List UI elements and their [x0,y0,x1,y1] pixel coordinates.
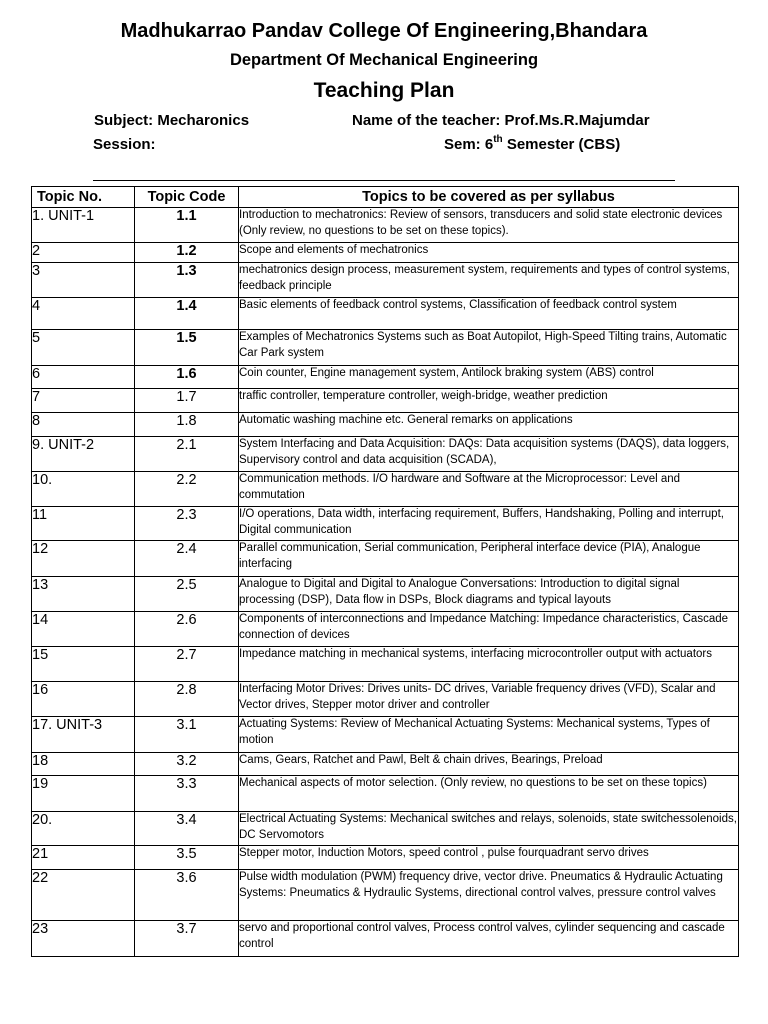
header-divider [93,180,675,181]
topic-code-cell: 2.2 [135,472,239,507]
topic-description-cell: Impedance matching in mechanical systems, interfacing microcontroller output with actuators [239,647,739,682]
topic-number-cell: 15 [32,647,135,682]
table-row [32,870,739,921]
topic-description-cell: Basic elements of feedback control systems, Classification of feedback control system [239,298,739,330]
topic-code-cell: 1.8 [135,413,239,437]
topic-code-cell: 2.3 [135,507,239,541]
topic-code-cell: 2.5 [135,577,239,612]
topic-description-cell: Stepper motor, Induction Motors, speed control , pulse fourquadrant servo drives [239,846,739,870]
column-header-topic-no: Topic No. [32,187,135,208]
topic-number-cell: 4 [32,298,135,330]
topic-code-cell: 2.4 [135,541,239,577]
table-header-row [32,187,739,208]
table-row [32,298,739,330]
topic-code-cell: 3.2 [135,753,239,776]
topic-code-cell: 2.1 [135,437,239,472]
topic-code-cell: 3.1 [135,717,239,753]
table-row [32,846,739,870]
topic-description-cell: Electrical Actuating Systems: Mechanical switches and relays, solenoids, state switchessolenoids, DC Servomotors [239,812,739,846]
topic-code-cell: 3.3 [135,776,239,812]
topic-code-cell: 3.7 [135,921,239,957]
table-row [32,389,739,413]
topic-number-cell: 5 [32,330,135,366]
table-row [32,647,739,682]
topic-number-cell: 16 [32,682,135,717]
topic-description-cell: Mechanical aspects of motor selection. (Only review, no questions to be set on these topics) [239,776,739,812]
table-row [32,717,739,753]
topic-code-cell: 1.6 [135,366,239,389]
topic-code-cell: 3.6 [135,870,239,921]
topic-code-cell: 1.4 [135,298,239,330]
topic-number-cell: 22 [32,870,135,921]
topic-code-cell: 1.2 [135,243,239,263]
teaching-plan-table [31,186,739,957]
table-row [32,812,739,846]
table-row [32,208,739,243]
teacher-label: Name of the teacher: Prof.Ms.R.Majumdar [352,112,650,129]
topic-number-cell: 20. [32,812,135,846]
semester-label [444,136,620,153]
topic-number-cell: 1. UNIT-1 [32,208,135,243]
topic-code-cell: 3.5 [135,846,239,870]
topic-description-cell: Analogue to Digital and Digital to Analogue Conversations: Introduction to digital signal processing (DSP), Data flow in DSPs, Block diagrams and typical layouts [239,577,739,612]
topic-description-cell: Actuating Systems: Review of Mechanical Actuating Systems: Mechanical systems, Types of motion [239,717,739,753]
table-row [32,753,739,776]
table-row [32,437,739,472]
document-title: Teaching Plan [313,79,455,102]
topic-number-cell: 9. UNIT-2 [32,437,135,472]
college-name: Madhukarrao Pandav College Of Engineering,Bhandara [120,20,648,42]
topic-code-cell: 2.6 [135,612,239,647]
table-row [32,612,739,647]
table-row [32,507,739,541]
semester-suffix: Semester (CBS) [502,136,621,153]
semester-prefix: Sem: 6 [444,136,494,153]
topic-description-cell: Coin counter, Engine management system, Antilock braking system (ABS) control [239,366,739,389]
topic-code-cell: 1.7 [135,389,239,413]
topic-description-cell: Interfacing Motor Drives: Drives units- DC drives, Variable frequency drives (VFD), Scalar and Vector drives, Stepper motor driver and controller [239,682,739,717]
topic-description-cell: Examples of Mechatronics Systems such as Boat Autopilot, High-Speed Tilting trains, Automatic Car Park system [239,330,739,366]
topic-number-cell: 17. UNIT-3 [32,717,135,753]
topic-description-cell: Automatic washing machine etc. General remarks on applications [239,413,739,437]
topic-code-cell: 2.7 [135,647,239,682]
topic-description-cell: Communication methods. I/O hardware and Software at the Microprocessor: Level and commutation [239,472,739,507]
semester-superscript: th [493,134,503,145]
table-row [32,366,739,389]
table-row [32,682,739,717]
topic-number-cell: 19 [32,776,135,812]
topic-code-cell: 2.8 [135,682,239,717]
topic-number-cell: 18 [32,753,135,776]
table-row [32,541,739,577]
topic-number-cell: 6 [32,366,135,389]
topic-description-cell: mechatronics design process, measurement system, requirements and types of control systems, feedback principle [239,263,739,298]
topic-description-cell: System Interfacing and Data Acquisition: DAQs: Data acquisition systems (DAQS), data loggers, Supervisory control and data acquisition (SCADA), [239,437,739,472]
table-body [32,208,739,957]
table-row [32,243,739,263]
session-label: Session: [93,136,156,153]
column-header-topic-code: Topic Code [135,187,239,208]
topic-number-cell: 13 [32,577,135,612]
topic-code-cell: 1.5 [135,330,239,366]
topic-description-cell: traffic controller, temperature controller, weigh-bridge, weather prediction [239,389,739,413]
table-row [32,776,739,812]
table-row [32,330,739,366]
topic-number-cell: 12 [32,541,135,577]
subject-label: Subject: Mecharonics [94,112,250,129]
topic-number-cell: 23 [32,921,135,957]
table-row [32,413,739,437]
topic-code-cell: 1.1 [135,208,239,243]
department-name: Department Of Mechanical Engineering [229,51,539,69]
topic-description-cell: Components of interconnections and Impedance Matching: Impedance characteristics, Cascade connection of devices [239,612,739,647]
topic-description-cell: Pulse width modulation (PWM) frequency drive, vector drive. Pneumatics & Hydraulic Actuating Systems: Pneumatics & Hydraulic Systems, directional control valves, pressure control valves [239,870,739,921]
table-row [32,577,739,612]
topic-number-cell: 7 [32,389,135,413]
topic-code-cell: 3.4 [135,812,239,846]
topic-number-cell: 2 [32,243,135,263]
table-row [32,472,739,507]
topic-number-cell: 21 [32,846,135,870]
topic-number-cell: 11 [32,507,135,541]
topic-description-cell: Cams, Gears, Ratchet and Pawl, Belt & chain drives, Bearings, Preload [239,753,739,776]
topic-code-cell: 1.3 [135,263,239,298]
topic-description-cell: I/O operations, Data width, interfacing requirement, Buffers, Handshaking, Polling and interrupt, Digital communication [239,507,739,541]
topic-description-cell: servo and proportional control valves, Process control valves, cylinder sequencing and cascade control [239,921,739,957]
topic-description-cell: Parallel communication, Serial communication, Peripheral interface device (PIA), Analogue interfacing [239,541,739,577]
topic-number-cell: 8 [32,413,135,437]
topic-number-cell: 14 [32,612,135,647]
topic-description-cell: Scope and elements of mechatronics [239,243,739,263]
table-row [32,263,739,298]
topic-number-cell: 10. [32,472,135,507]
topic-number-cell: 3 [32,263,135,298]
topic-description-cell: Introduction to mechatronics: Review of sensors, transducers and solid state electronic devices (Only review, no questions to be set on these topics). [239,208,739,243]
column-header-topics: Topics to be covered as per syllabus [239,187,739,208]
table-row [32,921,739,957]
